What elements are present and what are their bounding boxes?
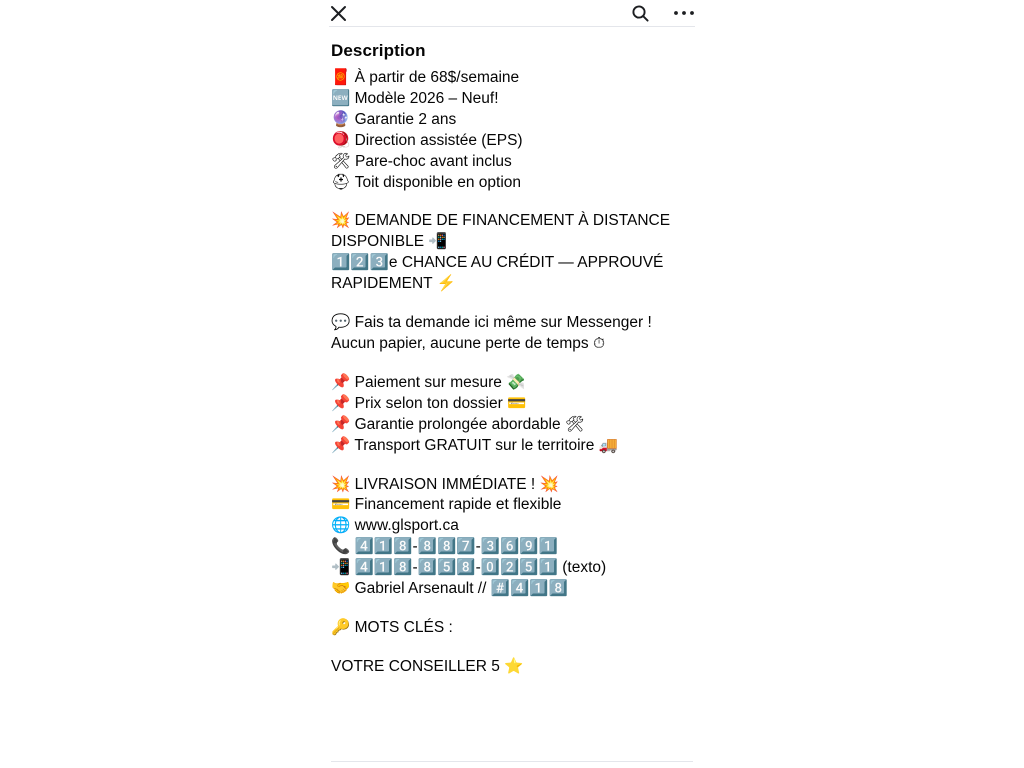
description-section: [315, 27, 709, 678]
desc-line: 🔮 Garantie 2 ans: [331, 110, 457, 128]
description-block-financing: [331, 211, 693, 295]
advisor-line: 🤝 Gabriel Arsenault // #️⃣4️⃣1️⃣8️⃣: [331, 580, 568, 598]
desc-line: 💳 Financement rapide et flexible: [331, 496, 562, 514]
bottom-divider: [331, 761, 693, 762]
phone-line[interactable]: 📞 4️⃣1️⃣8️⃣-8️⃣8️⃣7️⃣-3️⃣6️⃣9️⃣1️⃣: [331, 538, 558, 556]
description-block-footer: [331, 657, 693, 678]
desc-line: 1️⃣2️⃣3️⃣e CHANCE AU CRÉDIT — APPROUVÉ RAPIDEMENT ⚡: [331, 254, 668, 293]
post-detail-panel: [315, 0, 709, 768]
desc-line: 🧧 À partir de 68$/semaine: [331, 69, 520, 86]
desc-line: 📌 Transport GRATUIT sur le territoire 🚚: [331, 436, 618, 454]
desc-line: 💥 DEMANDE DE FINANCEMENT À DISTANCE DISPONIBLE 📲: [331, 212, 675, 251]
text-number-line[interactable]: 📲 4️⃣1️⃣8️⃣-8️⃣5️⃣8️⃣-0️⃣2️⃣5️⃣1️⃣ (texto): [331, 559, 607, 577]
description-block-benefits: [331, 373, 693, 457]
desc-line: 🛠 Pare-choc avant inclus: [331, 152, 512, 170]
top-bar: [315, 0, 709, 26]
desc-line: 📌 Paiement sur mesure 💸: [331, 373, 526, 391]
desc-line: 🆕 Modèle 2026 – Neuf!: [331, 89, 499, 107]
close-icon[interactable]: [325, 0, 351, 26]
description-block-messenger: [331, 313, 693, 355]
desc-line: 🔑 MOTS CLÉS :: [331, 618, 453, 636]
desc-line: 📌 Garantie prolongée abordable 🛠: [331, 415, 585, 433]
description-block-features: [331, 68, 693, 193]
search-icon[interactable]: [627, 0, 653, 26]
website-line[interactable]: 🌐 www.glsport.ca: [331, 517, 459, 535]
desc-line: Aucun papier, aucune perte de temps ⏱: [331, 334, 606, 352]
desc-line: 💥 LIVRAISON IMMÉDIATE ! 💥: [331, 475, 559, 493]
description-block-contact: [331, 475, 693, 600]
desc-line: ⛑ Toit disponible en option: [331, 173, 522, 191]
top-bar-left-actions: [325, 0, 351, 26]
desc-line: 🪀 Direction assistée (EPS): [331, 131, 523, 149]
description-block-keywords: [331, 618, 693, 639]
desc-line: 💬 Fais ta demande ici même sur Messenger !: [331, 314, 652, 332]
desc-line: 📌 Prix selon ton dossier 💳: [331, 394, 527, 412]
page-title: Description: [331, 41, 426, 60]
top-bar-right-actions: [627, 0, 697, 26]
desc-line: VOTRE CONSEILLER 5 ⭐: [331, 657, 524, 675]
more-options-icon[interactable]: [671, 0, 697, 26]
